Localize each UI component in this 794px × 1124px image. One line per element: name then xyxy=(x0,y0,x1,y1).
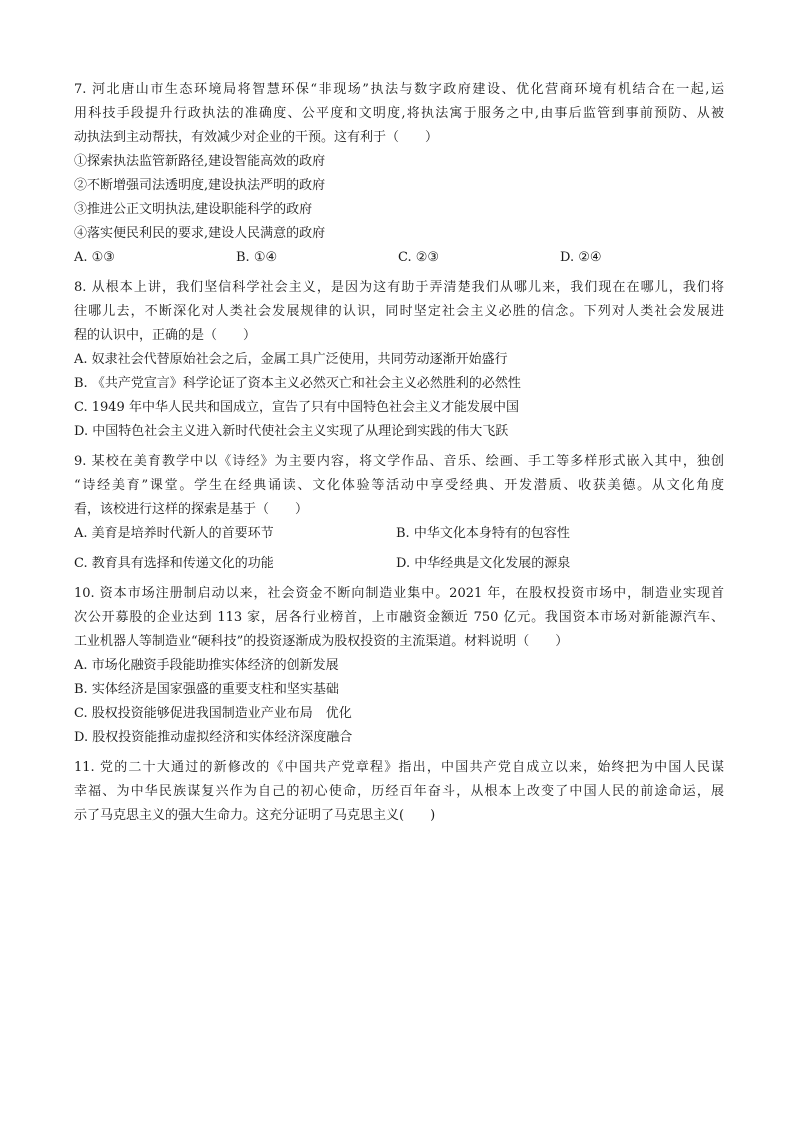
question-9-option-b: B. 中华文化本身特有的包容性 xyxy=(396,526,570,541)
question-7-statement-3: ③推进公正文明执法,建设职能科学的政府 xyxy=(74,202,313,217)
question-7-statement-1: ①探索执法监管新路径,建设智能高效的政府 xyxy=(74,154,326,169)
question-10-stem-line-1: 10. 资本市场注册制启动以来，社会资金不断向制造业集中。2021 年，在股权投资市场中，制造业实现首 xyxy=(74,586,724,601)
question-7-option-d: D. ②④ xyxy=(560,250,602,265)
question-8-stem-line-2: 往哪儿去，不断深化对人类社会发展规律的认识，同时坚定社会主义必胜的信念。下列对人类社会发展进 xyxy=(74,304,724,319)
question-11-stem-line-2: 幸福、为中华民族谋复兴作为自己的初心使命，历经百年奋斗，从根本上改变了中国人民的前途命运，展 xyxy=(74,784,724,799)
question-10-option-a: A. 市场化融资手段能助推实体经济的创新发展 xyxy=(74,658,339,673)
question-7-statement-4: ④落实便民利民的要求,建设人民满意的政府 xyxy=(74,226,326,241)
question-7-option-c: C. ②③ xyxy=(398,250,440,265)
question-7-stem-line-2: 用科技手段提升行政执法的准确度、公平度和文明度,将执法寓于服务之中,由事后监管到事前预防、从被 xyxy=(74,106,724,121)
question-11-stem-line-3: 示了马克思主义的强大生命力。这充分证明了马克思主义( ) xyxy=(74,808,436,823)
question-10-stem-line-3: 工业机器人等制造业“硬科技”的投资逐渐成为股权投资的主流渠道。材料说明（ ） xyxy=(74,634,569,649)
question-10-option-d: D. 股权投资能推动虚拟经济和实体经济深度融合 xyxy=(74,730,353,745)
question-9-options-row-1 xyxy=(74,522,724,546)
question-9-option-a: A. 美育是培养时代新人的首要环节 xyxy=(74,526,274,541)
question-9-option-c: C. 教育具有选择和传递文化的功能 xyxy=(74,556,274,571)
question-7-options xyxy=(74,246,724,270)
question-11 xyxy=(74,756,724,828)
question-8-option-c: C. 1949 年中华人民共和国成立，宣告了只有中国特色社会主义才能发展中国 xyxy=(74,400,519,415)
question-10-stem-line-2: 次公开募股的企业达到 113 家，居各行业榜首，上市融资金额近 750 亿元。我国资本市场对新能源汽车、 xyxy=(74,610,724,625)
exam-page xyxy=(74,78,724,828)
question-10-option-b: B. 实体经济是国家强盛的重要支柱和坚实基础 xyxy=(74,682,339,697)
question-8-option-b: B. 《共产党宣言》科学论证了资本主义必然灭亡和社会主义必然胜利的必然性 xyxy=(74,376,521,391)
question-10-option-c: C. 股权投资能够促进我国制造业产业布局 优化 xyxy=(74,706,352,721)
question-9-option-d: D. 中华经典是文化发展的源泉 xyxy=(396,556,571,571)
question-7-option-b: B. ①④ xyxy=(236,250,278,265)
question-9-stem-line-1: 9. 某校在美育教学中以《诗经》为主要内容，将文学作品、音乐、绘画、手工等多样形式嵌入其中，独创 xyxy=(74,454,724,469)
question-9-stem-line-3: 看，该校进行这样的探索是基于（ ） xyxy=(74,502,309,517)
question-8-option-d: D. 中国特色社会主义进入新时代使社会主义实现了从理论到实践的伟大飞跃 xyxy=(74,424,509,439)
question-8-stem-line-1: 8. 从根本上讲，我们坚信科学社会主义，是因为这有助于弄清楚我们从哪儿来，我们现在在哪儿，我们将 xyxy=(74,280,724,295)
question-7 xyxy=(74,78,724,270)
question-7-statement-2: ②不断增强司法透明度,建设执法严明的政府 xyxy=(74,178,326,193)
question-9-stem-line-2: “诗经美育”课堂。学生在经典诵读、文化体验等活动中享受经典、开发潜质、收获美德。从文化角度 xyxy=(74,478,724,493)
question-8 xyxy=(74,276,724,444)
question-9-options-row-2 xyxy=(74,552,724,576)
question-8-stem-line-3: 程的认识中，正确的是（ ） xyxy=(74,328,257,343)
question-7-stem-line-1: 7. 河北唐山市生态环境局将智慧环保“非现场”执法与数字政府建设、优化营商环境有机结合在一起,运 xyxy=(74,82,724,97)
question-8-option-a: A. 奴隶社会代替原始社会之后，金属工具广泛使用，共同劳动逐渐开始盛行 xyxy=(74,352,508,367)
question-11-stem-line-1: 11. 党的二十大通过的新修改的《中国共产党章程》指出，中国共产党自成立以来，始终把为中国人民谋 xyxy=(74,760,724,775)
question-9 xyxy=(74,450,724,576)
question-10 xyxy=(74,582,724,750)
question-7-option-a: A. ①③ xyxy=(74,250,115,265)
question-7-stem-line-3: 动执法到主动帮扶，有效减少对企业的干预。这有利于（ ） xyxy=(74,130,439,145)
